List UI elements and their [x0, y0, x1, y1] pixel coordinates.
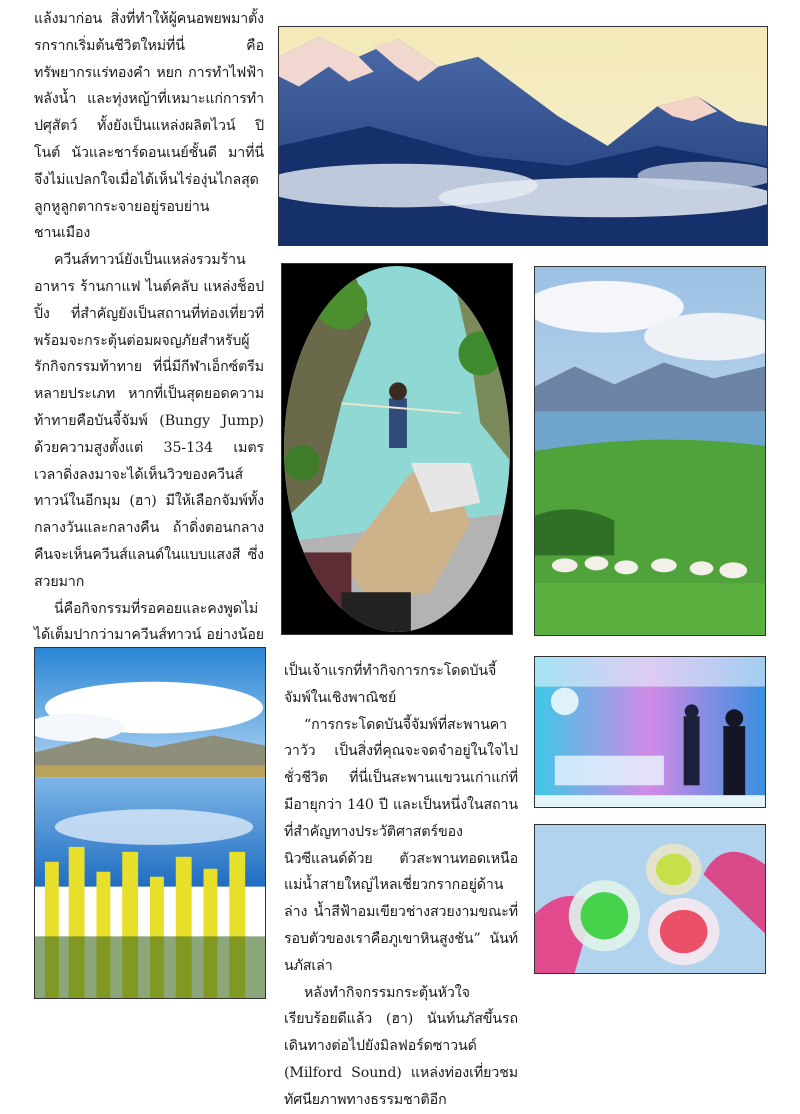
paragraph: ควีนส์ทาวน์ยังเป็นแหล่งรวมร้านอาหาร ร้านกาแฟ ไนต์คลับ แหล่งช็อปปิ้ง ที่สำคัญยังเป็นสถานที่ท่องเที่ยวที่พร้อมจะกระตุ้นต่อมผจญภัยสำหรับผู้รักกิจกรรมท้าทาย ที่นี่มีกีฬาเอ็กซ์ตรีมหลายประเภท หากที่เป็นสุดยอดความท้าทายคือบันจี้จัมพ์ (Bungy Jump) ด้วยความสูงตั้งแต่ 35-134 เมตร เวลาดิ่งลงมาจะได้เห็นวิวของควีนส์ทาวน์ในอีกมุม (ฮา) มีให้เลือกจัมพ์ทั้งกลางวันและกลางคืน ถ้าดิ่งตอนกลางคืนจะเห็นควีนส์แลนด์ในแบบแสงสี ซึ่งสวยมาก [34, 252, 264, 590]
article-column-right [284, 658, 518, 1114]
quote-paragraph: “การกระโดดบันจี้จัมพ์ที่สะพานคาวาวัว เป็นสิ่งที่คุณจะจดจำอยู่ในใจไปชั่วชีวิต ที่นี่เป็นสะพานแขวนเก่าแก่ที่มีอายุกว่า 140 ปี และเป็นหนึ่งในสถานที่สำคัญทางประวัติศาสตร์ของนิวซีแลนด์ด้วย ตัวสะพานทอดเหนือแม่น้ำสายใหญ่ไหลเชี่ยวกรากอยู่ด้านล่าง น้ำสีฟ้าอมเขียวช่างสวยงามขณะที่รอบตัวของเราคือภูเขาหินสูงชัน” นันท์นภัสเล่า [284, 716, 518, 974]
ice-glass-drinks-photo [534, 824, 766, 974]
paragraph: เป็นเจ้าแรกที่ทำกิจการกระโดดบันจี้จัมพ์ในเชิงพาณิชย์ [284, 663, 497, 706]
paragraph: แล้งมาก่อน สิ่งที่ทำให้ผู้คนอพยพมาตั้งรกรากเริ่มต้นชีวิตใหม่ที่นี่ คือทรัพยากรแร่ทองคำ หยก การทำไฟฟ้าพลังน้ำ และทุ่งหญ้าที่เหมาะแก่การทำปศุสัตว์ ทั้งยังเป็นแหล่งผลิตไวน์ ปิ โนต์ นัวและชาร์ดอนเนย์ชั้นดี มาที่นี่จึงไม่แปลกใจเมื่อได้เห็นไร่องุ่นไกลสุดลูกหูลูกตากระจายอยู่รอบย่านชานเมือง [34, 11, 264, 242]
paragraph: หลังทำกิจกรรมกระตุ้นหัวใจเรียบร้อยดีแล้ว (ฮา) นันท์นภัสขึ้นรถเดินทางต่อไปยังมิลฟอร์ดซาวนด์ (Milford Sound) แหล่งท่องเที่ยวชมทัศนียภาพทางธรรมชาติอีก [284, 984, 518, 1108]
snowy-mountain-range-photo [278, 26, 768, 246]
lake-and-sheep-pasture-photo [534, 266, 766, 636]
lake-reflection-yellow-lupins-photo [34, 647, 266, 999]
bungy-jump-fisheye-photo [281, 263, 513, 635]
ice-bar-interior-photo [534, 656, 766, 808]
paragraph: นี่คือกิจกรรมที่รอคอยและคงพูดไม่ได้เต็มปากว่ามาควีนส์ทาวน์ อย่างน้อย [34, 600, 264, 644]
